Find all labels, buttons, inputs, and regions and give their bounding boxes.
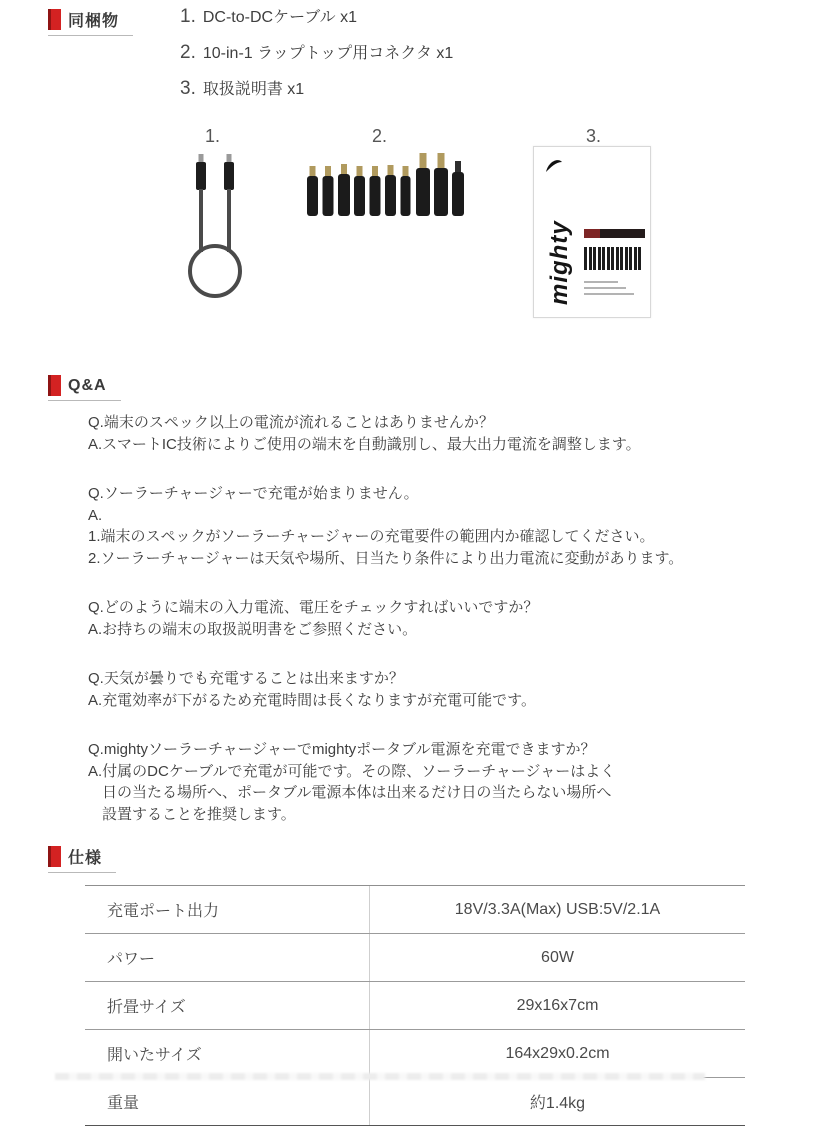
dc-cable-image	[165, 146, 265, 321]
table-row	[85, 934, 745, 982]
list-item	[180, 40, 453, 76]
included-items-list	[180, 4, 453, 112]
red-section-marker	[48, 846, 61, 867]
spec-label: 充電ポート出力	[85, 886, 370, 933]
figure-label-3: 3.	[586, 126, 602, 146]
spec-label: 開いたサイズ	[85, 1030, 370, 1077]
list-item-number: 1.	[180, 6, 196, 27]
qa-answer: 1.端末のスペックがソーラーチャージャーの充電要件の範囲内か確認してください。	[88, 528, 655, 545]
qa-answer: 設置することを推奨します。	[102, 805, 296, 823]
spec-label: パワー	[85, 934, 370, 981]
qa-block	[88, 412, 788, 455]
list-item-number: 3.	[180, 78, 196, 99]
spec-value: 60W	[541, 948, 574, 966]
dc-cable-drawing	[165, 146, 265, 316]
included-section-header	[48, 8, 133, 36]
qa-question: Q.mightyソーラーチャージャーでmightyポータブル電源を充電できますか？	[88, 741, 596, 758]
spec-label: 重量	[85, 1078, 370, 1125]
list-item-text: 取扱説明書 x1	[202, 81, 305, 98]
qa-block	[88, 668, 788, 711]
spec-value: 18V/3.3A(Max) USB:5V/2.1A	[454, 900, 661, 918]
qa-blocks	[88, 412, 788, 853]
figure-label-1: 1.	[205, 126, 221, 146]
specs-section-title: 仕様	[68, 850, 103, 867]
included-section-title: 同梱物	[68, 13, 120, 30]
spec-label: 折畳サイズ	[85, 982, 370, 1029]
qa-answer: A.スマートIC技術によりご使用の端末を自動識別し、最大出力電流を調整します。	[88, 435, 641, 453]
red-section-marker	[48, 9, 61, 30]
qa-question: Q.ソーラーチャージャーで充電が始まりません。	[88, 485, 419, 502]
barcode	[584, 247, 643, 270]
figure-label-2: 2.	[372, 126, 388, 146]
specs-section-header	[48, 845, 116, 873]
connector-set-drawing	[303, 148, 467, 220]
qa-answer: A.	[88, 506, 103, 524]
manual-title-bar	[584, 229, 645, 238]
manual-image	[533, 146, 651, 318]
cutoff-next-section	[55, 1073, 705, 1080]
qa-answer: A.充電効率が下がるため充電時間は長くなりますが充電可能です。	[88, 691, 536, 709]
spec-table	[85, 885, 745, 1126]
table-row	[85, 1030, 745, 1078]
manual-fineprint-line	[584, 293, 634, 295]
list-item-text: 10-in-1 ラップトップ用コネクタ x1	[202, 45, 454, 62]
qa-section-title: Q&A	[68, 376, 107, 394]
qa-question: Q.天気が曇りでも充電することは出来ますか？	[88, 670, 404, 687]
manual-fineprint-line	[584, 287, 626, 289]
manual-brand-text: mighty	[546, 220, 573, 305]
spec-value: 約1.4kg	[529, 1095, 586, 1112]
qa-question: Q.どのように端末の入力電流、電圧をチェックすればいいですか？	[88, 599, 539, 616]
qa-block	[88, 597, 788, 640]
list-item-text: DC-to-DCケーブル x1	[202, 9, 357, 26]
brand-logo-icon	[544, 157, 564, 175]
table-row	[85, 886, 745, 934]
qa-question: Q.端末のスペック以上の電流が流れることはありませんか？	[88, 414, 494, 431]
list-item-number: 2.	[180, 42, 196, 63]
qa-section-header	[48, 375, 121, 401]
spec-value: 29x16x7cm	[516, 996, 599, 1014]
connector-set-image	[303, 148, 467, 225]
list-item	[180, 4, 453, 40]
spec-value: 164x29x0.2cm	[505, 1044, 610, 1062]
table-row	[85, 982, 745, 1030]
list-item	[180, 76, 453, 112]
qa-block	[88, 739, 788, 825]
qa-answer: 2.ソーラーチャージャーは天気や場所、日当たり条件により出力電流に変動があります。	[88, 549, 684, 567]
red-section-marker	[48, 375, 61, 396]
qa-answer: 日の当たる場所へ、ポータブル電源本体は出来るだけ日の当たらない場所へ	[102, 784, 612, 801]
qa-answer: A.付属のDCケーブルで充電が可能です。その際、ソーラーチャージャーはよく	[88, 762, 616, 780]
manual-title-bar-accent	[584, 229, 600, 238]
table-row	[85, 1078, 745, 1126]
manual-fineprint-line	[584, 281, 618, 283]
qa-answer: A.お持ちの端末の取扱説明書をご参照ください。	[88, 620, 418, 638]
qa-block	[88, 483, 788, 569]
